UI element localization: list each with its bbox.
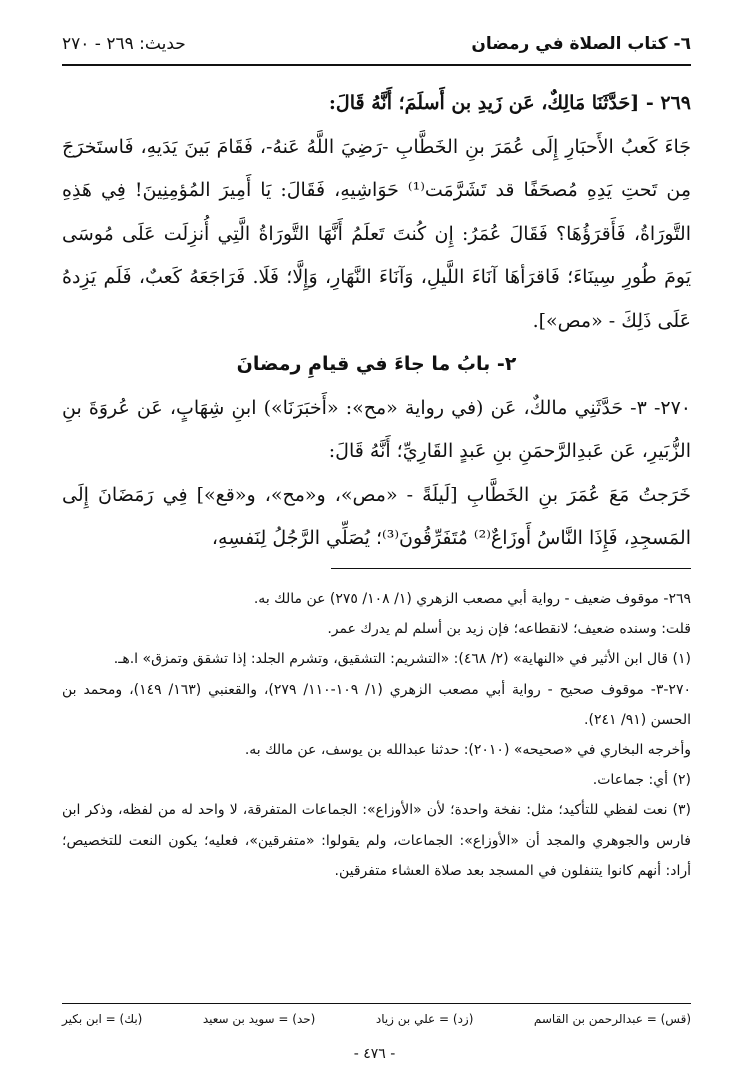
note-269-comment: قلت: وسنده ضعيف؛ لانقطاعه؛ فإن زيد بن أسلم لم يدرك عمر.: [327, 621, 691, 638]
footnote-3: (٣) نعت لفظي للتأكيد؛ مثل: نفخة واحدة؛ لأن «الأوزاع»: الجماعات المتفرقة، لا واحد له من لفظه، وذكر ابن فارس والجوهري والمجد أن «الأوزاع»: الجماعات، ولم يقولوا: «متفرقين»، فعليه؛ يكون النعت للتخصيص؛ أراد: أنهم كانوا يتنفلون في المسجد بعد صلاة العشاء متفرقين.: [62, 802, 691, 879]
chapter-title: ٢- بابُ ما جاءَ في قيامِ رمضانَ: [236, 353, 517, 375]
main-text: [62, 82, 691, 561]
running-header: [62, 30, 691, 66]
note-270: ٢٧٠-٣- موقوف صحيح - رواية أبي مصعب الزهري (١/ ١٠٩-١١٠/ ٢٧٩)، والقعنبي (١٦٣/ ١٤٩)، ومحمد بن الحسن (٩١/ ٢٤١).: [62, 681, 691, 728]
hadith-270-text: خَرَجتُ مَعَ عُمَرَ بنِ الخَطَّابِ [لَيلَةً - «مص»، و«مح»، و«قع»] فِي رَمَضَانَ إِلَى المَسجِدِ، فَإِذَا النَّاسُ أَوزَاعٌ⁽²⁾ مُتَفَرِّقُونَ⁽³⁾؛ يُصَلِّي الرَّجُلُ لِنَفسِهِ،: [62, 483, 691, 549]
hadith-270-intro: ٢٧٠- ٣- حَدَّثَنِي مالكٌ، عَن (في رواية «مح»: «أَخبَرَنَا») ابنِ شِهَابٍ، عَن عُروَةَ بنِ الزُّبَيرِ، عَن عَبدِالرَّحمَنِ بنِ عَبدٍ القَارِيِّ؛ أَنَّهُ قَالَ:: [62, 396, 691, 462]
abbreviation-legend: [62, 1012, 691, 1026]
footnote-1: (١) قال ابن الأثير في «النهاية» (٢/ ٤٦٨): «التشريم: التشقيق، وتشرم الجلد: إذا تشقق وتمزق» ا.هـ.: [113, 651, 691, 668]
note-269: ٢٦٩- موقوف ضعيف - رواية أبي مصعب الزهري (١/ ١٠٨/ ٢٧٥) عن مالك به.: [253, 591, 691, 607]
legend-qs: (قس) = عبدالرحمن بن القاسم: [533, 1012, 691, 1026]
legend-divider: [62, 1003, 691, 1004]
footnote-divider: [331, 568, 691, 569]
hadith-269-intro: ٢٦٩ - [حَدَّثَنَا مَالِكٌ، عَن زَيدِ بن أَسلَمَ؛ أَنَّهُ قَالَ:: [328, 92, 691, 114]
footnotes: [62, 584, 691, 886]
footnote-2: (٢) أي: جماعات.: [592, 772, 691, 789]
legend-zd: (زد) = علي بن زياد: [375, 1012, 474, 1026]
page-number: - ٤٧٦ -: [353, 1046, 396, 1062]
header-hadith-range: حديث: ٢٦٩ - ٢٧٠: [62, 34, 186, 54]
note-270-bukhari: وأخرجه البخاري في «صحيحه» (٢٠١٠): حدثنا عبدالله بن يوسف، عن مالك به.: [244, 742, 691, 759]
hadith-269-text: جَاءَ كَعبُ الأَحبَارِ إِلَى عُمَرَ بنِ الخَطَّابِ -رَضِيَ اللَّهُ عَنهُ-، فَقَامَ بَينَ يَدَيهِ، فَاستَخرَجَ مِن تَحتِ يَدِهِ مُصحَفًا قد تَشَرَّمَت⁽¹⁾ حَوَاشِيهِ، فَقَالَ: يَا أَمِيرَ المُؤمِنِينَ! فِي هَذِهِ التَّورَاةُ، فَأَقرَؤُهَا؟ فَقَالَ عُمَرُ: إِن كُنتَ تَعلَمُ أَنَّهَا التَّورَاةُ الَّتِي أُنزِلَت عَلَى مُوسَى يَومَ طُورِ سِينَاءَ؛ فَاقرَأهَا آنَاءَ اللَّيلِ، وَآنَاءَ النَّهَارِ، وَإِلَّا؛ فَلَا. فَرَاجَعَهُ كَعبٌ، فَلَم يَزِدهُ عَلَى ذَلِكَ - «مص»].: [62, 135, 691, 332]
legend-bk: (بك) = ابن بكير: [62, 1012, 143, 1026]
header-chapter: ٦- كتاب الصلاة في رمضان: [471, 34, 691, 54]
legend-hd: (حد) = سويد بن سعيد: [202, 1012, 316, 1026]
